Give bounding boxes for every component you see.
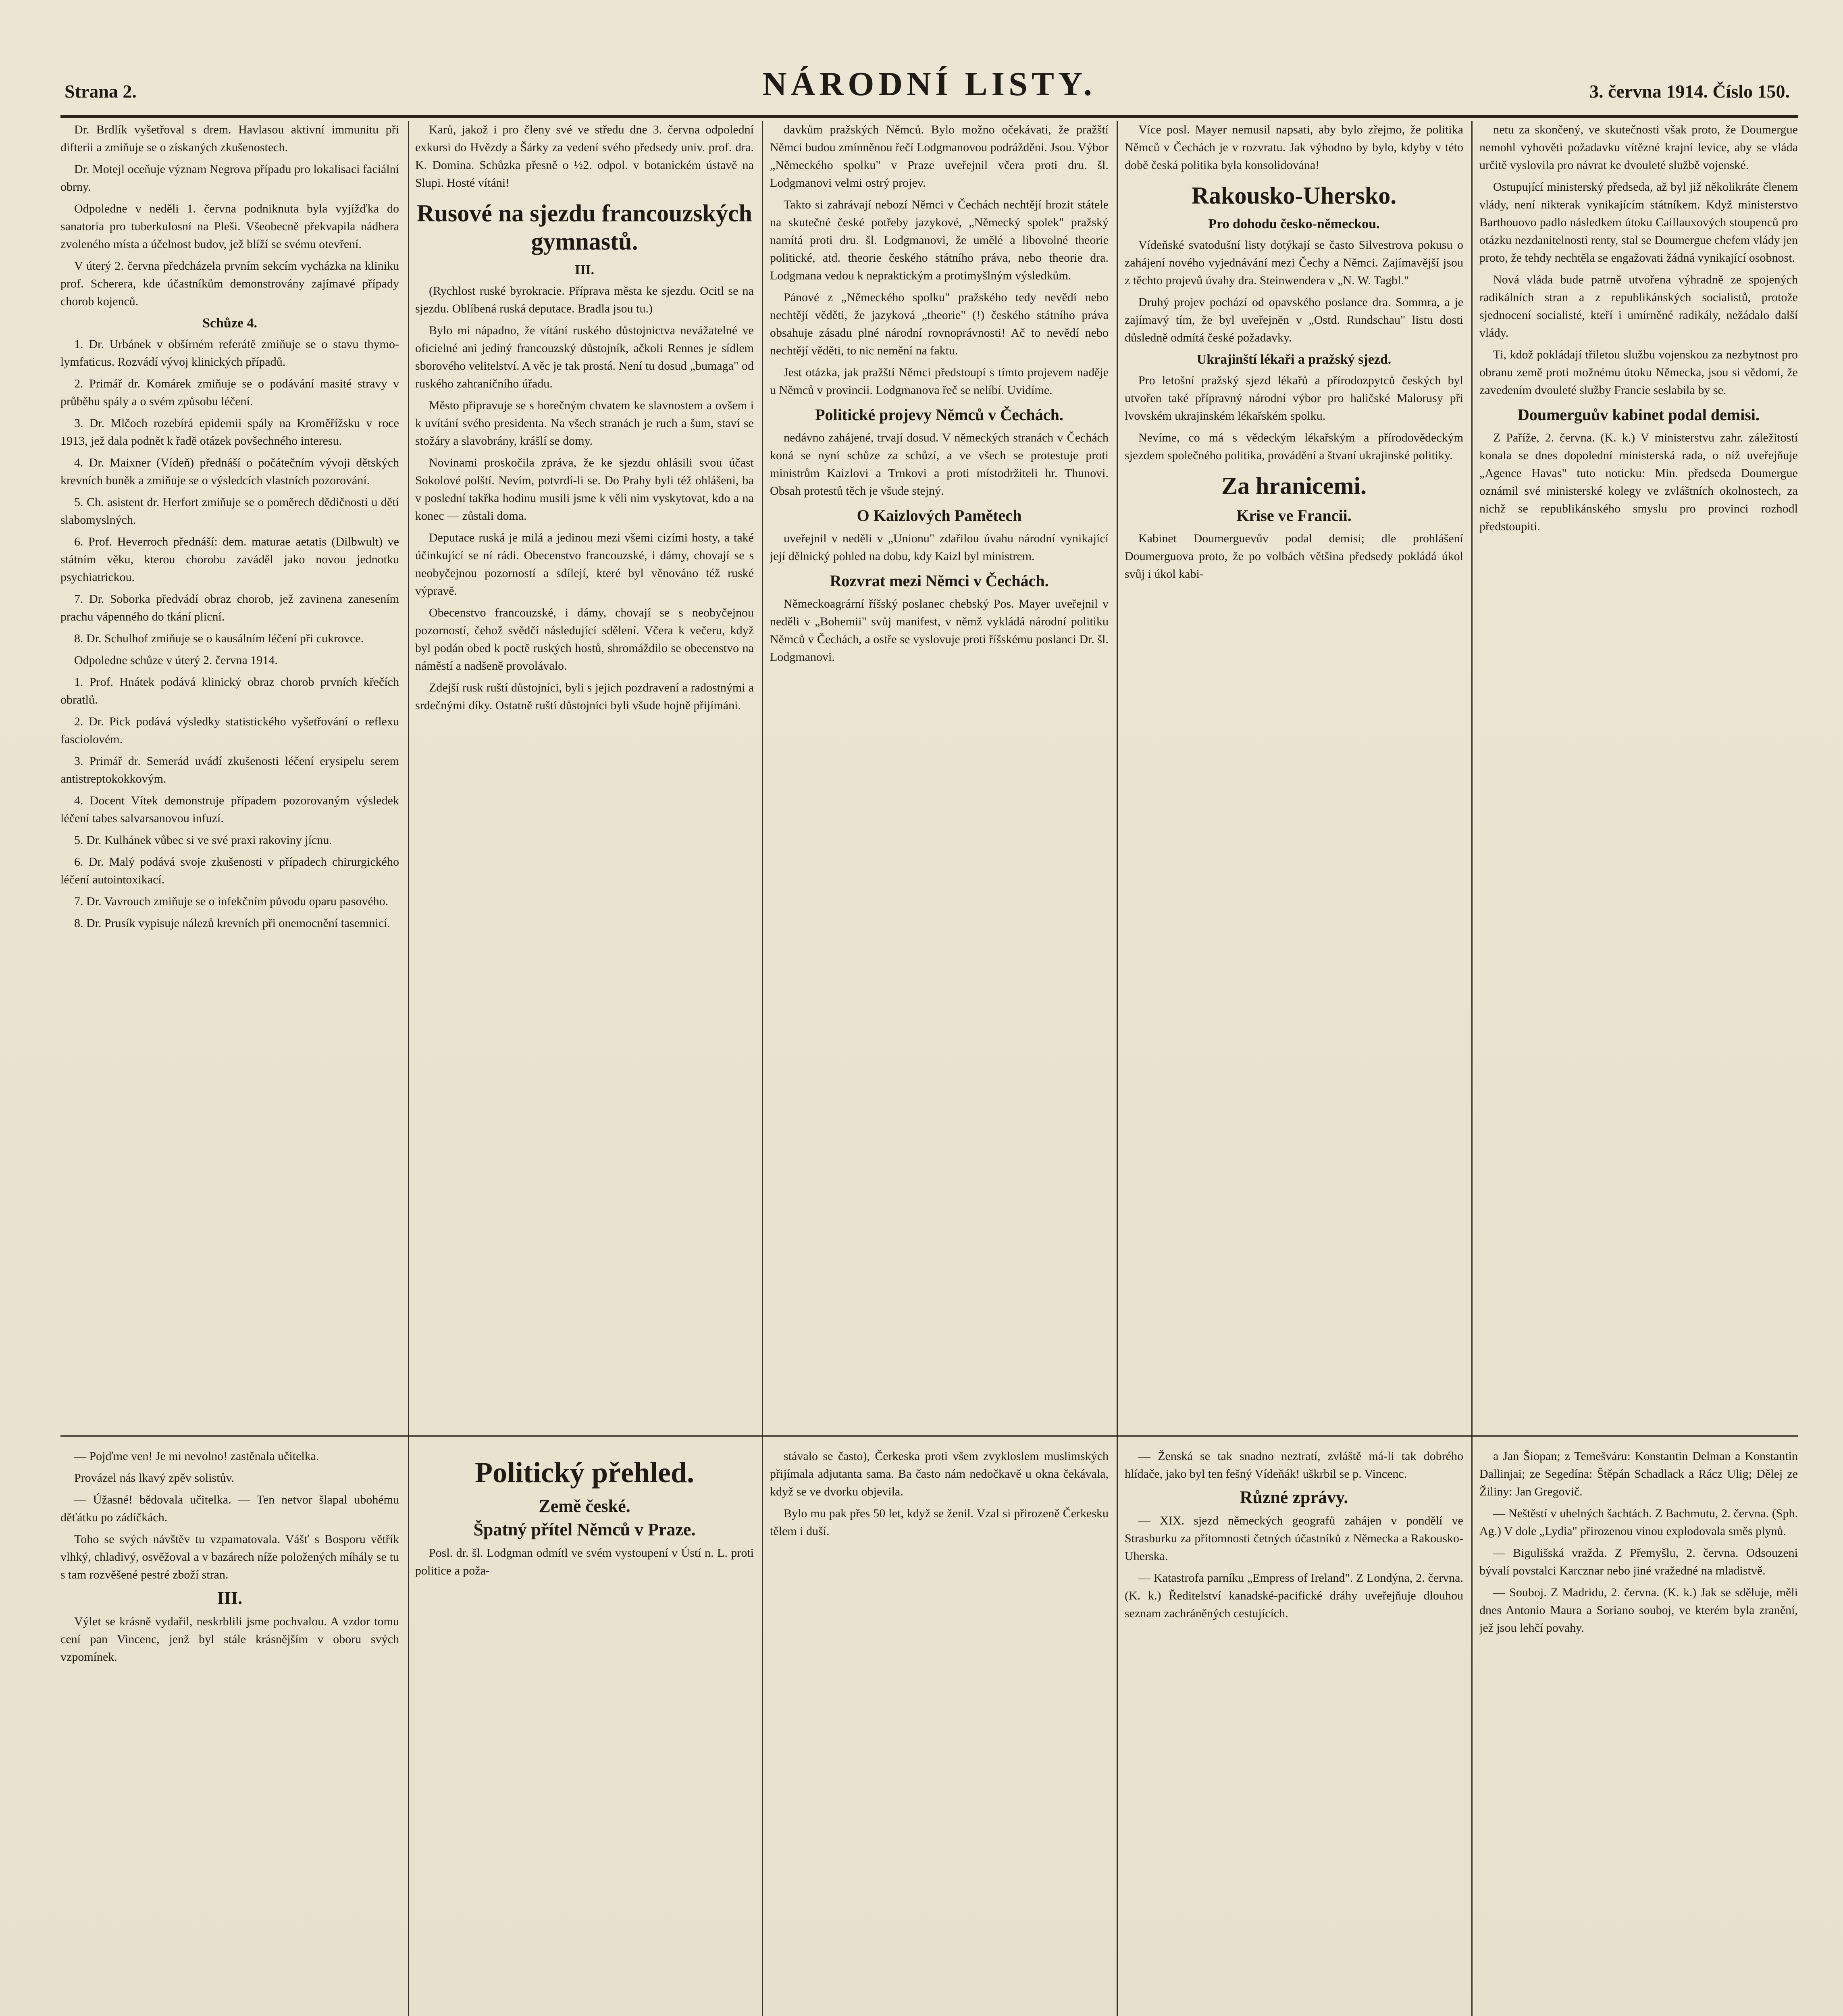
paragraph: (Rychlost ruské byrokracie. Příprava města ke sjezdu. Ocitl se na sjezdu. Oblíbená ruská deputace. Bradla jsou tu.) (415, 284, 754, 315)
paragraph: Odpoledne v neděli 1. června podniknuta byla vyjížďka do sanatoria pro tuberkulosní na Pleši. Všeobecně překvapila nádhera zvoleného místa a účelnost budov, jež blíží se svému otevření. (60, 202, 399, 251)
column-divider (1117, 121, 1118, 2016)
paragraph: — Úžasné! bědovala učitelka. — Ten netvor šlapal ubohému děťátku po zádíčkách. (60, 1493, 399, 1524)
paragraph: 4. Docent Vítek demonstruje případem pozorovaným výsledek léčení tabes salvarsanovou infuzí. (60, 794, 399, 825)
paragraph: a Jan Šiopan; z Temešváru: Konstantin Delman a Konstantin Dallinjai; ze Segedína: Štěpán Schadlack a Rácz Ulig; Dělej ze Žiliny: Jan Gregovič. (1479, 1450, 1798, 1498)
column-divider (408, 121, 409, 2016)
chapter-number: III. (217, 1588, 243, 1608)
paragraph: Takto si zahrávají nebozí Němci v Čechách nechtějí hrozit státele na skutečné české potřeby jazykové, „Německý spolek" pražský namítá proti dru. šl. Lodgmanovi, že umělé a libovolné theorie politické, atd. theorie českého státního práva, nebo theorie dra. Lodgmana vedou k nepraktickým a protimyšlným výsledkům. (770, 198, 1109, 282)
column-5 (1479, 121, 1798, 1427)
article-title: Rozvrat mezi Němci v Čechách. (830, 572, 1049, 590)
paragraph: Karů, jakož i pro členy své ve středu dne 3. června odpolední exkursi do Hvězdy a Šárky za vedení svého předsedy univ. prof. dra. K. Domina. Schůzka přesně o ½2. odpol. v botanickém ústavě na Slupi. Hosté vítáni! (415, 123, 754, 190)
article-title: Rusové na sjezdu francouzských gymnastů. (417, 200, 752, 255)
article-title: Krise ve Francii. (1236, 506, 1352, 525)
paragraph: Toho se svých návštěv tu vzpamatovala. Vášť s Bosporu větřík vlhký, chladivý, osvěžoval a v bazárech níže položených míhály se tu s tam rozvěšené pestré zboží stran. (60, 1533, 399, 1581)
paragraph: 2. Primář dr. Komárek zmiňuje se o podávání masité stravy v průběhu spály a o svém způsobu léčení. (60, 377, 399, 408)
article-title: Pro dohodu česko-německou. (1208, 217, 1380, 231)
paragraph: Ostupující ministerský předseda, až byl již několikráte členem vlády, není nikterak vynikajícím státníkem. Když ministerstvo Barthouovo padlo následkem útoku Caillauxových stoupenců pro otázku nezdanitelnosti renty, stal se Doumergue chefem vlády jen proto, že tehdy nechtěla se engažovati žádná vynikající osobnost. (1479, 180, 1798, 264)
column-divider (1471, 121, 1473, 2016)
paragraph: Pro letošní pražský sjezd lékařů a přírodozpytců českých byl utvořen také přípravný národní výbor pro haličské Malorusy při lvovském ukrajinském lékařském spolku. (1125, 374, 1463, 423)
bottom-column-5 (1479, 1447, 1798, 2016)
paragraph: 1. Dr. Urbánek v obšírném referátě zmiňuje se o stavu thymo-lymfaticus. Rozvádí vývoj klinických případů. (60, 337, 399, 369)
section-heading: Schůze 4. (202, 316, 257, 331)
section-title: Za hranicemi. (1221, 473, 1367, 499)
paragraph: 6. Prof. Heverroch přednáší: dem. maturae aetatis (Dilbwult) ve státním věku, kterou chorobu zaváděl jako novou jednotku psychiatrickou. (60, 535, 399, 584)
paragraph: 6. Dr. Malý podává svoje zkušenosti v případech chirurgického léčení autointoxikací. (60, 855, 399, 886)
paragraph: davkům pražských Němců. Bylo možno očekávati, že pražští Němci budou zmínněnou řečí Lodgmanovou podrážděni. Jsou. Výbor „Německého spolku" v Praze uveřejnil včera proti dru. šl. Lodgmanovi velmi ostrý projev. (770, 123, 1109, 190)
article-title: Doumerguův kabinet podal demisi. (1517, 406, 1760, 424)
paragraph: 1. Prof. Hnátek podává klinický obraz chorob prvních křečích obratlů. (60, 675, 399, 706)
paragraph: — Ženská se tak snadno neztratí, zvláště má-li tak dobrého hlídače, jako byl ten fešný Vídeňák! uškrbil se p. Vincenc. (1125, 1450, 1463, 1481)
masthead (60, 65, 1798, 113)
paragraph: — XIX. sjezd německých geografů zahájen v pondělí ve Strasburku za přítomnosti četných účastníků z Německa a Rakousko-Uherska. (1125, 1514, 1463, 1563)
paragraph: Nová vláda bude patrně utvořena výhradně ze spojených radikálních stran a z republikánských socialistů, protože sjednocení socialisté, kteří i umírněné radikály, nežádalo další vlády. (1479, 273, 1798, 339)
bottom-column-2 (415, 1447, 754, 2016)
bottom-column-3 (770, 1447, 1109, 2016)
paragraph: Novinami proskočila zpráva, že ke sjezdu ohlásili svou účast Sokolové polští. Nevím, potvrdí-li se. Do Prahy byli též ohlášeni, ba v poslední takřka hodinu musili jsme k věli nim vyskytovat, kdo a na konec — zůstali doma. (415, 456, 754, 523)
article-title: Ukrajinští lékaři a pražský sjezd. (1196, 352, 1392, 367)
bottom-column-1 (60, 1447, 399, 2016)
section-title: Politický přehled. (475, 1456, 694, 1489)
article-title: O Kaizlových Pamětech (857, 506, 1022, 525)
paragraph: 4. Dr. Maixner (Vídeň) přednáší o počátečním vývoji dětských krevních buněk a zmiňuje se o výsledcích vlastních pozorování. (60, 456, 399, 487)
paragraph: 8. Dr. Prusík vypisuje nálezů krevních při onemocnění tasemnicí. (74, 916, 390, 930)
newspaper-title: NÁRODNÍ LISTY. (762, 65, 1096, 103)
paragraph: 7. Dr. Vavrouch zmiňuje se o infekčním původu oparu pasového. (74, 895, 389, 908)
paragraph: Vídeňské svatodušní listy dotýkají se často Silvestrova pokusu o zahájení nového vyjednávání mezi Čechy a Němci. Zajímavější jsou z těchto projevů úvahy dra. Steinwendera v „N. W. Tagbl." (1125, 238, 1463, 287)
paragraph: 2. Dr. Pick podává výsledky statistického vyšetřování o reflexu fasciolovém. (60, 715, 399, 746)
issue-date: 3. června 1914. Číslo 150. (1589, 81, 1790, 102)
paragraph: netu za skončený, ve skutečnosti však proto, že Doumergue nemohl vyhověti požadavku vítězné krajní levice, aby se vláda určitě vyslovila pro návrat ke dvouleté službě vojenské. (1479, 123, 1798, 172)
paragraph: Město připravuje se s horečným chvatem ke slavnostem a ovšem i k uvítání svého presidenta. Na všech stranách je ruch a šum, staví se stožáry a slavobrány, krášlí se domy. (415, 399, 754, 448)
page-number: Strana 2. (64, 81, 137, 102)
paragraph: Druhý projev pochází od opavského poslance dra. Sommra, a je zajímavý tím, že byl uveřejněn v „Ostd. Rundschau" listu dosti důsledně odmítá české požadavky. (1125, 296, 1463, 344)
paragraph: Ti, kdož pokládají třiletou službu vojenskou za nezbytnost pro obranu země proti možnému útoku Německa, jsou si vědomi, že zavedením dvouleté služby Francie seslabila by se. (1479, 348, 1798, 397)
paragraph: — Pojďme ven! Je mi nevolno! zastěnala učitelka. (74, 1450, 319, 1463)
article-title: Politické projevy Němců v Čechách. (815, 406, 1063, 424)
column-3 (770, 121, 1109, 1427)
paragraph: Nevíme, co má s vědeckým lékařským a přírodovědeckým sjezdem společného politika, provádění a štvaní ukrajinské politiky. (1125, 431, 1463, 462)
column-1 (60, 121, 399, 1427)
paragraph: Kabinet Doumerguevův podal demisi; dle prohlášení Doumerguova proto, že po volbách většina předsedy pokládá úkol svůj i úkol kabi- (1125, 532, 1463, 581)
paragraph: Německoagrární říšský poslanec chebský Pos. Mayer uveřejnil v neděli v „Bohemii" svůj manifest, v němž vykládá národní politiku Němců v Čechách, a ostře se vyslovuje proti říšskému poslanci Dr. šl. Lodgmanovi. (770, 597, 1109, 664)
column-2 (415, 121, 754, 1427)
paragraph: Deputace ruská je milá a jedinou mezi všemi cizími hosty, a také účinkující se ní rádi. Obecenstvo francouzské, i dámy, chovají se s neobyčejnou pozorností a sdílejí, které byl věnováno též ruské výpravě. (415, 531, 754, 598)
column-divider (762, 121, 763, 2016)
paragraph: 8. Dr. Schulhof zmiňuje se o kausálním léčení při cukrovce. (74, 632, 364, 645)
paragraph: 3. Dr. Mlčoch rozebírá epidemii spály na Kroměřížsku v roce 1913, jež dala podnět k řadě otázek povšechného interesu. (60, 417, 399, 448)
paragraph: 7. Dr. Soborka předvádí obraz chorob, jež zavinena zanesením prachu vápenného do tkání plicní. (60, 592, 399, 623)
bottom-column-4 (1125, 1447, 1463, 2016)
section-title: Různé zprávy. (1240, 1487, 1348, 1507)
paragraph: 3. Primář dr. Semerád uvádí zkušenosti léčení erysipelu serem antistreptokokkovým. (60, 754, 399, 785)
paragraph: stávalo se často), Čerkeska proti všem zvykloslem muslimských přijímala adjutanta sama. Ba často nám nedočkavě u okna čekávala, když se ve dvorku objevila. (770, 1450, 1109, 1498)
paragraph: Odpoledne schůze v úterý 2. června 1914. (74, 654, 278, 667)
paragraph: — Katastrofa parníku „Empress of Ireland". Z Londýna, 2. června. (K. k.) Ředitelství kanadské-pacifické dráhy uveřejňuje dlouhou seznam zachráněných cestujících. (1125, 1571, 1463, 1620)
paragraph: Jest otázka, jak pražští Němci předstoupí s tímto projevem naděje u Němců v provincii. Lodgmanova řeč se nelíbí. Uvidíme. (770, 366, 1109, 397)
paragraph: uveřejnil v neděli v „Unionu" zdařilou úvahu národní vynikající její dělnický pohled na dobu, kdy Kaizl byl ministrem. (770, 532, 1109, 563)
paragraph: Pánové z „Německého spolku" pražského tedy nevědí nebo nechtějí věděti, že jazyková „theorie" (!) českého státního práva obsahuje zásadu plné národní rovnoprávnosti! Ač to nevědí nebo nechtějí věděti, to nic nemění na faktu. (770, 291, 1109, 357)
paragraph: V úterý 2. června předcházela prvním sekcím vycházka na kliniku prof. Scherera, kde účastníkům demonstrovány zajímavé případy chorob kojenců. (60, 259, 399, 308)
paragraph: Dr. Motejl oceňuje význam Negrova případu pro lokalisaci faciální obrny. (60, 162, 399, 194)
column-4 (1125, 121, 1463, 1427)
paragraph: Z Paříže, 2. června. (K. k.) V ministerstvu zahr. záležitostí konala se dnes dopolední ministerská rada, o níž uveřejňuje „Agence Havas" tuto noticku: Min. předseda Doumergue oznámil své ministerské kolegy ve zvláštních okolnostech, za nichž se republikánského smyslu pro provinci rozhodl předstoupiti. (1479, 431, 1798, 533)
paragraph: Zdejší rusk ruští důstojníci, byli s jejich pozdravení a radostnými a srdečnými díky. Ostatně ruští důstojníci byli všude hojně přijímáni. (415, 681, 754, 712)
paragraph: Více posl. Mayer nemusil napsati, aby bylo zřejmo, že politika Němců v Čechách je v rozvratu. Jak výhodno by bylo, kdyby v této době česká politika byla konsolidována! (1125, 123, 1463, 172)
paragraph: Bylo mi nápadno, že vítání ruského důstojnictva nevážatelné ve oficielné ani jediný francouzský důstojník, ačkoli Rennes je sídlem sborového velitelství. A věc je tak prostá. Není tu dosud „bumaga" od ruského zahraničního úřadu. (415, 324, 754, 390)
paragraph: — Neštěstí v uhelných šachtách. Z Bachmutu, 2. června. (Sph. Ag.) V dole „Lydia" přirozenou vinou explodovala směs plynů. (1479, 1507, 1798, 1538)
paragraph: Bylo mu pak přes 50 let, když se ženil. Vzal si přirozeně Čerkesku tělem i duší. (770, 1507, 1109, 1538)
feuilleton-rule (60, 1435, 1798, 1437)
article-part: III. (574, 262, 595, 277)
masthead-rule (60, 115, 1798, 118)
section-title: Rakousko-Uhersko. (1191, 182, 1397, 209)
paragraph: nedávno zahájené, trvají dosud. V německých stranách v Čechách koná se nyní schůze za schůzí, a ve všech se protestuje proti ministrům Kaizlovi a Trnkovi a proti místodržiteli hr. Thunovi. Obsah protestů těch je všude stejný. (770, 431, 1109, 498)
paragraph: 5. Dr. Kulhánek vůbec si ve své praxi rakoviny jícnu. (74, 833, 332, 847)
paragraph: — Souboj. Z Madridu, 2. června. (K. k.) Jak se sděluje, měli dnes Antonio Maura a Soriano souboj, ve kterém byla zranění, jež jsou lehčí povahy. (1479, 1586, 1798, 1635)
paragraph: Posl. dr. šl. Lodgman odmítl ve svém vystoupení v Ústí n. L. proti politice a poža- (415, 1546, 754, 1577)
section-subtitle: Země české. (539, 1496, 630, 1516)
paragraph: Obecenstvo francouzské, i dámy, chovají se s neobyčejnou pozorností, čehož svědčí následující sdělení. Včera k večeru, když byl podán obed k poctě ruských hostů, shromáždilo se obecenstvo na náměstí a nadšeně provolávalo. (415, 606, 754, 673)
paragraph: Provázel nás lkavý zpěv solistův. (74, 1471, 235, 1485)
article-title: Špatný přítel Němců v Praze. (473, 1520, 696, 1539)
paragraph: Dr. Brdlík vyšetřoval s drem. Havlasou aktivní immunitu při difterii a zmiňuje se o získaných zkušenostech. (60, 123, 399, 154)
paragraph: — Bigulišská vražda. Z Přemyšlu, 2. června. Odsouzeni bývalí povstalci Karcznar nebo jiné vražedné na mladistvě. (1479, 1546, 1798, 1577)
paragraph: Výlet se krásně vydařil, neskrblili jsme pochvalou. A vzdor tomu cení pan Vincenc, jenž byl stále krásnějším v oboru svých vzpomínek. (60, 1615, 399, 1664)
paragraph: 5. Ch. asistent dr. Herfort zmiňuje se o poměrech dědičnosti u dětí slabomyslných. (60, 496, 399, 527)
